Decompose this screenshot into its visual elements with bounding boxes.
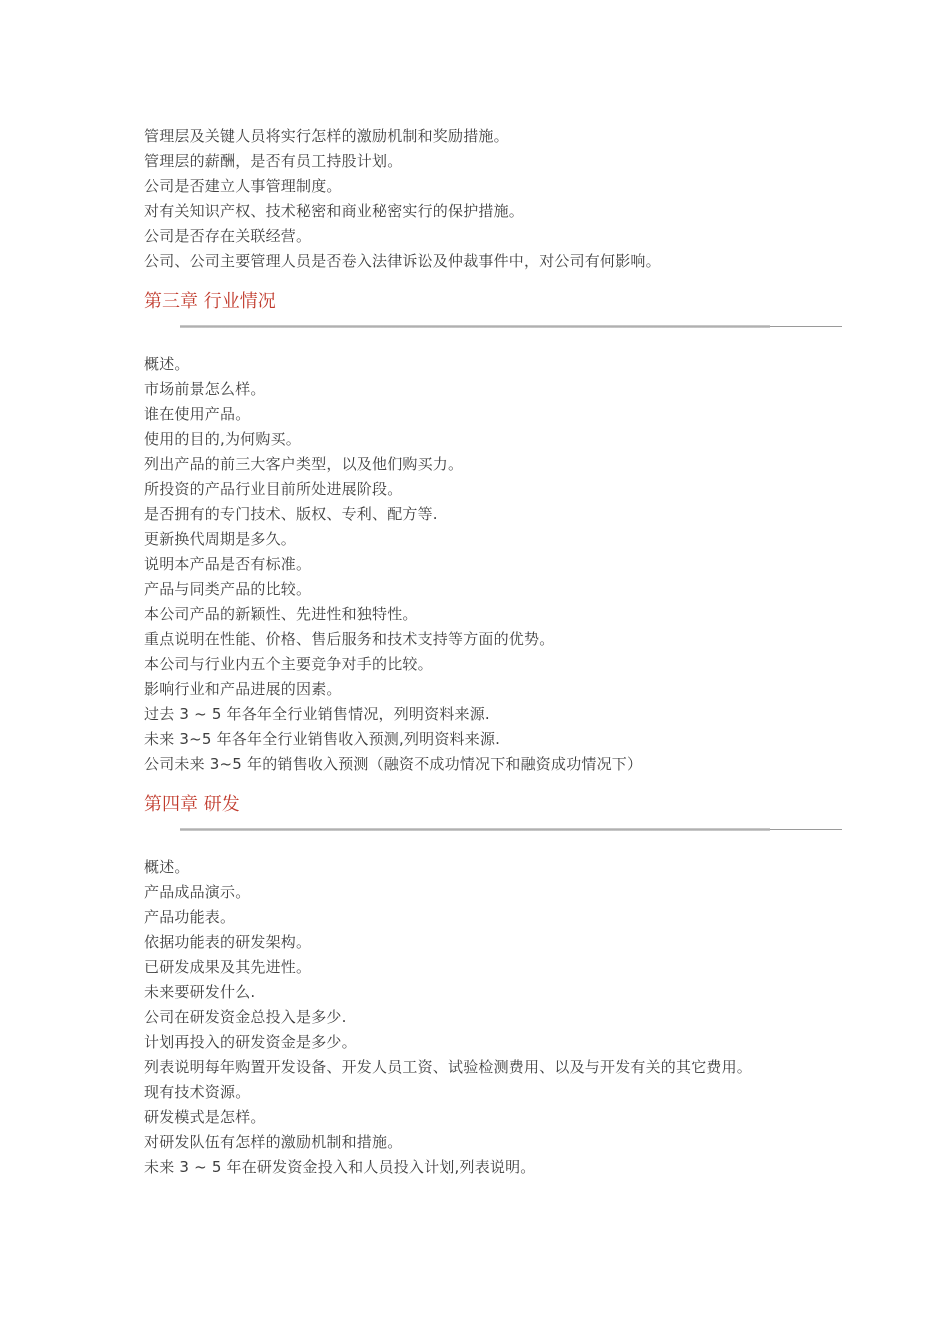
text-line: 产品成品演示。 [144,883,251,901]
text-line: 研发模式是怎样。 [144,1108,266,1126]
text-line: 概述。 [144,355,190,373]
document-content [144,124,844,1180]
text-line: 公司在研发资金总投入是多少. [144,1008,347,1026]
text-line: 公司未来 3~5 年的销售收入预测（融资不成功情况下和融资成功情况下） [144,755,643,773]
text-line: 现有技术资源。 [144,1083,251,1101]
text-line: 市场前景怎么样。 [144,380,266,398]
chapter-3-section [144,289,844,777]
text-line: 谁在使用产品。 [144,405,251,423]
text-line: 说明本产品是否有标准。 [144,555,312,573]
text-line: 列出产品的前三大客户类型，以及他们购买力。 [144,455,464,473]
text-line: 管理层及关键人员将实行怎样的激励机制和奖励措施。 [144,127,509,145]
intro-section [144,124,844,274]
text-line: 未来 3~5 年各年全行业销售收入预测,列明资料来源. [144,730,501,748]
chapter-title: 第三章 行业情况 [144,291,276,312]
text-line: 所投资的产品行业目前所处进展阶段。 [144,480,403,498]
text-line: 对研发队伍有怎样的激励机制和措施。 [144,1133,403,1151]
section-divider [180,325,842,328]
text-line: 管理层的薪酬，是否有员工持股计划。 [144,152,403,170]
divider-line-thick [180,325,770,328]
text-line: 计划再投入的研发资金是多少。 [144,1033,357,1051]
chapter-title: 第四章 研发 [144,794,240,815]
text-line: 本公司产品的新颖性、先进性和独特性。 [144,605,418,623]
text-line: 过去 3 ~ 5 年各年全行业销售情况，列明资料来源. [144,705,490,723]
divider-line-thick [180,828,770,831]
text-line: 概述。 [144,858,190,876]
section-divider [180,828,842,831]
text-line: 对有关知识产权、技术秘密和商业秘密实行的保护措施。 [144,202,525,220]
text-line: 使用的目的,为何购买。 [144,430,301,448]
text-line: 未来 3 ~ 5 年在研发资金投入和人员投入计划,列表说明。 [144,1158,536,1176]
text-line: 公司、公司主要管理人员是否卷入法律诉讼及仲裁事件中，对公司有何影响。 [144,252,661,270]
text-line: 重点说明在性能、价格、售后服务和技术支持等方面的优势。 [144,630,555,648]
text-line: 依据功能表的研发架构。 [144,933,312,951]
text-line: 已研发成果及其先进性。 [144,958,312,976]
text-line: 未来要研发什么. [144,983,256,1001]
text-line: 公司是否存在关联经营。 [144,227,312,245]
text-line: 影响行业和产品进展的因素。 [144,680,342,698]
text-line: 产品与同类产品的比较。 [144,580,312,598]
text-line: 更新换代周期是多久。 [144,530,297,548]
text-line: 本公司与行业内五个主要竞争对手的比较。 [144,655,433,673]
text-line: 公司是否建立人事管理制度。 [144,177,342,195]
text-line: 列表说明每年购置开发设备、开发人员工资、试验检测费用、以及与开发有关的其它费用。 [144,1058,753,1076]
chapter-4-section [144,792,844,1180]
text-line: 是否拥有的专门技术、版权、专利、配方等. [144,505,438,523]
text-line: 产品功能表。 [144,908,236,926]
